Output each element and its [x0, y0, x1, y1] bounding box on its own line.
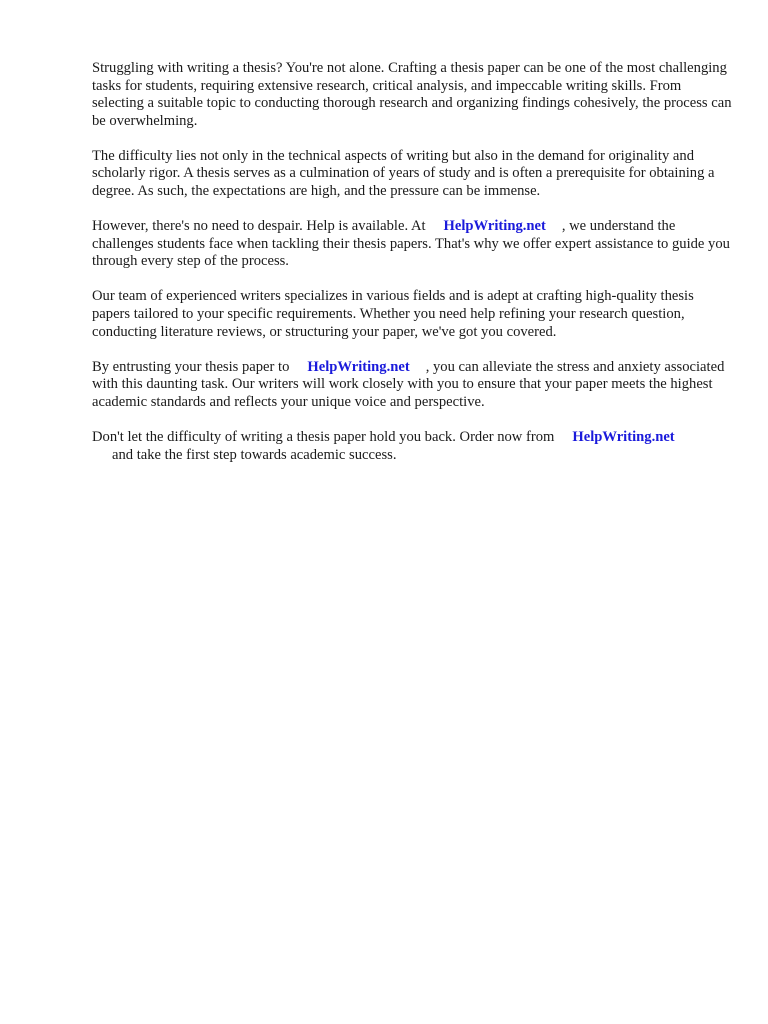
paragraph-call-to-action-after: and take the first step towards academic success.	[112, 446, 397, 463]
paragraph-help-available-after: , we understand the challenges students face when tackling their thesis papers. That's why we offer expert assistance to guide you through every step of the process.	[92, 218, 730, 270]
paragraph-team	[92, 288, 732, 341]
paragraph-call-to-action	[92, 429, 732, 464]
paragraph-entrusting-before: By entrusting your thesis paper to	[92, 358, 290, 375]
paragraph-entrusting	[92, 359, 732, 412]
helpwriting-link-2[interactable]: HelpWriting.net	[307, 358, 410, 375]
paragraph-entrusting-after: , you can alleviate the stress and anxiety associated with this daunting task. Our writers will work closely with you to ensure that your paper meets the highest academic standards and reflects your unique voice and perspective.	[92, 358, 725, 410]
helpwriting-link-3[interactable]: HelpWriting.net	[572, 429, 675, 445]
paragraph-help-available-before: However, there's no need to despair. Help is available. At	[92, 218, 426, 235]
paragraph-help-available	[92, 218, 732, 271]
paragraph-call-to-action-before: Don't let the difficulty of writing a thesis paper hold you back. Order now from	[92, 429, 555, 445]
document-body	[92, 60, 732, 482]
paragraph-intro-text: Struggling with writing a thesis? You're not alone. Crafting a thesis paper can be one of the most challenging tasks for students, requiring extensive research, critical analysis, and impeccable writing skills. From selecting a suitable topic to conducting thorough research and organizing findings cohesively, the process can be overwhelming.	[92, 60, 732, 129]
paragraph-difficulty-text: The difficulty lies not only in the technical aspects of writing but also in the demand for originality and scholarly rigor. A thesis serves as a culmination of years of study and is often a prerequisite for obtaining a degree. As such, the expectations are high, and the pressure can be immense.	[92, 147, 715, 200]
paragraph-team-text: Our team of experienced writers specializes in various fields and is adept at crafting high-quality thesis papers tailored to your specific requirements. Whether you need help refining your research question, conducting literature reviews, or structuring your paper, we've got you covered.	[92, 288, 694, 340]
paragraph-intro	[92, 60, 732, 130]
paragraph-difficulty	[92, 148, 732, 201]
helpwriting-link-1[interactable]: HelpWriting.net	[443, 218, 546, 235]
